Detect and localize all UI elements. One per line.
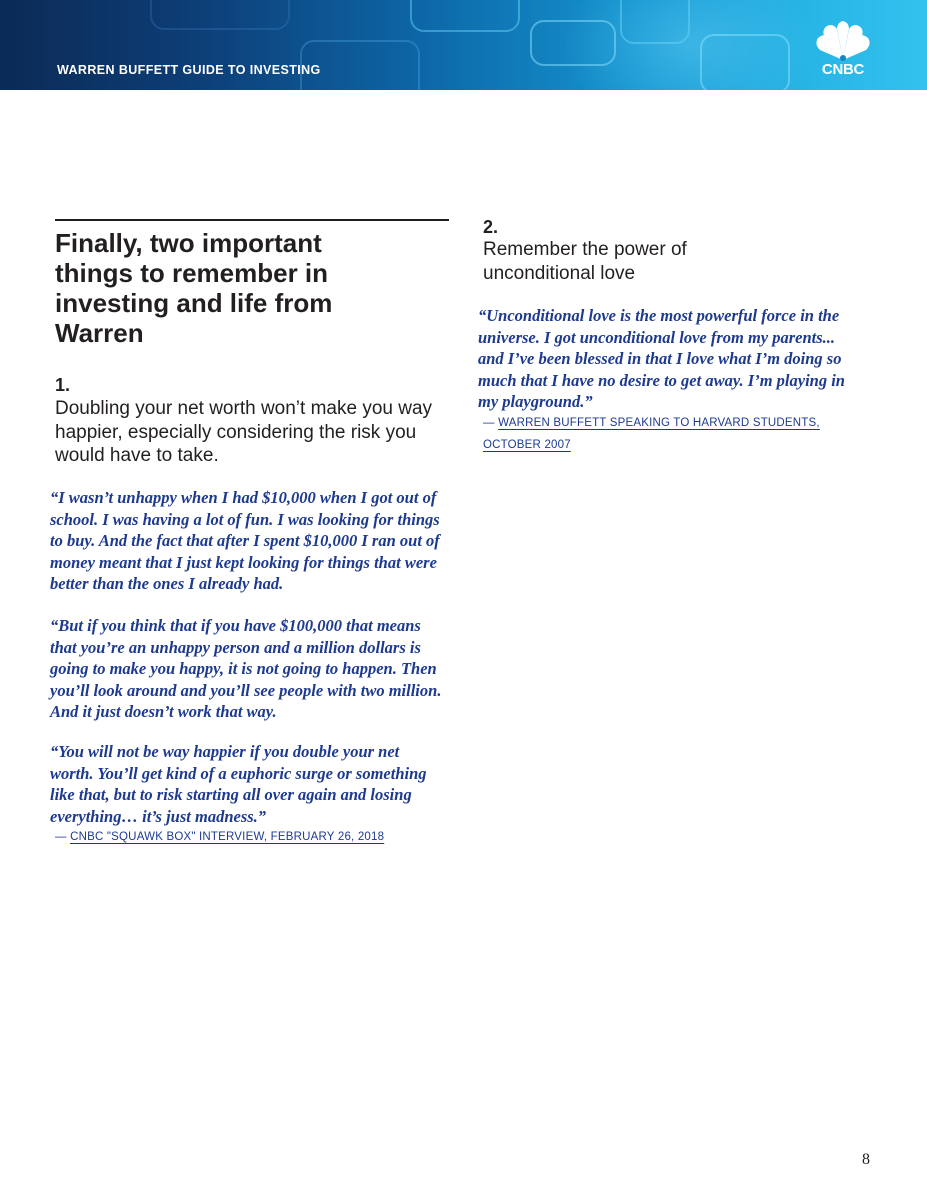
cnbc-peacock-icon <box>812 20 874 62</box>
banner-decoration <box>530 20 616 66</box>
guide-title: WARREN BUFFETT GUIDE TO INVESTING <box>57 63 321 77</box>
header-banner <box>0 0 927 90</box>
banner-decoration <box>410 0 520 32</box>
section-heading: Finally, two important things to remember in investing and life from Warren <box>55 228 333 348</box>
page-number: 8 <box>862 1151 870 1168</box>
quote-paragraph-4: “Unconditional love is the most powerful force in the universe. I got unconditional love from my parents... and I’ve been blessed in that I love what I’m doing so much that I have no desire to get away. I’m playing in my playground.” <box>478 306 845 411</box>
quote-source-1 <box>55 826 455 848</box>
cnbc-logo-text: CNBC <box>821 61 865 78</box>
banner-decoration <box>700 34 790 90</box>
point-number-2: 2. <box>483 217 499 237</box>
source-dash: — <box>55 831 71 843</box>
quote-source-2 <box>483 412 858 456</box>
quote-paragraph-2: “But if you think that if you have $100,000 that means that you’re an unhappy person and a million dollars is going to make you happy, it is not going to happen. Then you’ll look around and you’ll see people with two million. And it just doesn’t work that way. <box>50 616 442 721</box>
quote-paragraph-3: “You will not be way happier if you double your net worth. You’ll get kind of a euphoric surge or something like that, but to risk starting all over again and losing everything… it’s just madness.” <box>50 742 427 826</box>
source-link[interactable]: WARREN BUFFETT SPEAKING TO HARVARD STUDENTS, OCTOBER 2007 <box>483 417 820 451</box>
source-link[interactable]: CNBC "SQUAWK BOX" INTERVIEW, FEBRUARY 26, 2018 <box>70 831 385 843</box>
section-divider <box>55 219 449 221</box>
source-dash: — <box>483 417 499 429</box>
point-number-1: 1. <box>55 375 71 395</box>
point-text-1: Doubling your net worth won’t make you way happier, especially considering the risk you would have to take. <box>55 398 433 466</box>
cnbc-logo <box>805 20 881 78</box>
banner-decoration <box>620 0 690 44</box>
quote-paragraph-1: “I wasn’t unhappy when I had $10,000 when I got out of school. I was having a lot of fun. I was looking for things to buy. And the fact that after I spent $10,000 I ran out of money meant that I just kept looking for things that were better than the ones I already had. <box>50 488 440 593</box>
banner-decoration <box>150 0 290 30</box>
point-text-2: Remember the power of unconditional love <box>483 239 687 284</box>
